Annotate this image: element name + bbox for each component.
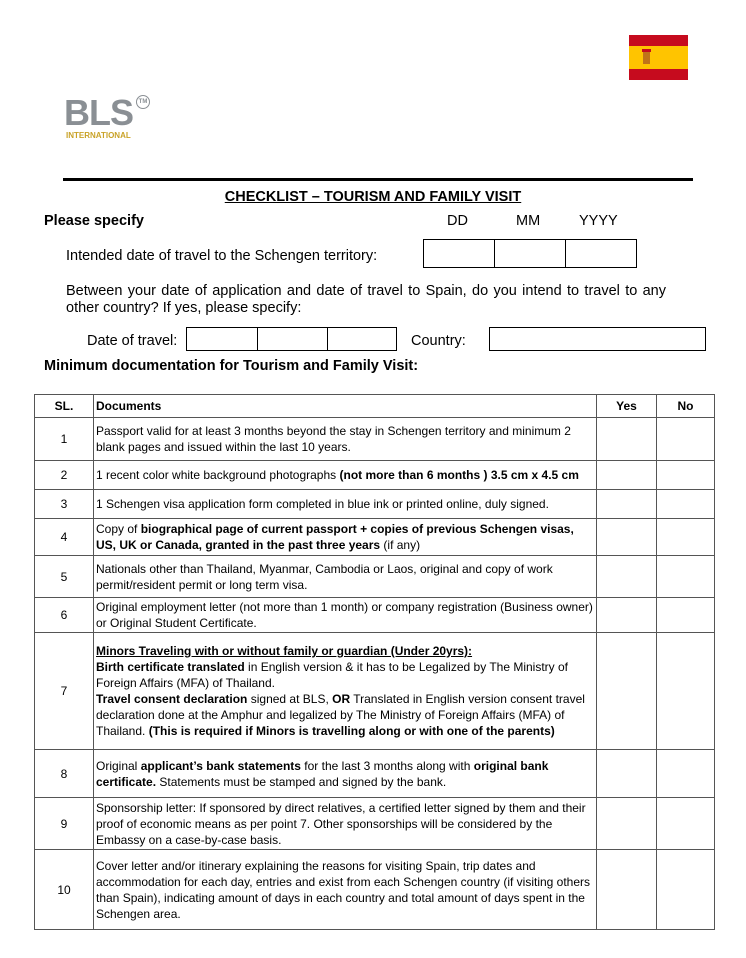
- header-no: No: [657, 395, 715, 418]
- row-number: 3: [35, 490, 94, 519]
- checkbox-yes-cell[interactable]: [597, 519, 657, 556]
- table-row: [35, 798, 715, 850]
- checkbox-no-cell[interactable]: [657, 750, 715, 798]
- document-description: [94, 850, 597, 930]
- document-description: [94, 418, 597, 461]
- checkbox-no-cell[interactable]: [657, 798, 715, 850]
- row-number: 9: [35, 798, 94, 850]
- checkbox-yes-cell[interactable]: [597, 598, 657, 633]
- please-specify-label: Please specify: [44, 213, 144, 229]
- checkbox-yes-cell[interactable]: [597, 490, 657, 519]
- checkbox-no-cell[interactable]: [657, 418, 715, 461]
- intended-date-yyyy[interactable]: [566, 240, 636, 267]
- logo-letters: BLS: [64, 92, 133, 133]
- document-text-part: Statements must be stamped and signed by the bank.: [156, 774, 447, 789]
- document-text-part: Original: [96, 758, 141, 773]
- document-text-part: (not more than 6 months ) 3.5 cm x 4.5 cm: [339, 468, 579, 482]
- table-row: [35, 633, 715, 750]
- row-number: 6: [35, 598, 94, 633]
- table-row: [35, 598, 715, 633]
- document-description: [94, 633, 597, 750]
- table-row: [35, 519, 715, 556]
- table-row: [35, 750, 715, 798]
- document-description: [94, 490, 597, 519]
- date-of-travel-dd[interactable]: [187, 328, 258, 350]
- checkbox-yes-cell[interactable]: [597, 633, 657, 750]
- document-text-part: Copy of: [96, 522, 141, 536]
- document-text-part: (if any): [380, 538, 421, 552]
- document-text-part: Passport valid for at least 3 months beyond the stay in Schengen territory and minimum 2 blank pages and issued within the last 10 years.: [96, 424, 571, 454]
- trademark-icon: TM: [136, 95, 150, 109]
- table-header-row: [35, 395, 715, 418]
- header-yes: Yes: [597, 395, 657, 418]
- date-of-travel-label: Date of travel:: [87, 333, 178, 349]
- checkbox-no-cell[interactable]: [657, 490, 715, 519]
- document-text-part: 1 Schengen visa application form completed in blue ink or printed online, duly signed.: [96, 497, 549, 511]
- checkbox-yes-cell[interactable]: [597, 556, 657, 598]
- checklist-table: [34, 394, 715, 930]
- checkbox-no-cell[interactable]: [657, 598, 715, 633]
- document-description: [94, 598, 597, 633]
- checkbox-yes-cell[interactable]: [597, 461, 657, 490]
- logo-subtitle: INTERNATIONAL: [66, 131, 131, 140]
- checkbox-yes-cell[interactable]: [597, 850, 657, 930]
- table-row: [35, 556, 715, 598]
- table-row: [35, 490, 715, 519]
- country-label: Country:: [411, 333, 466, 349]
- row-number: 7: [35, 633, 94, 750]
- checkbox-no-cell[interactable]: [657, 519, 715, 556]
- document-text-part: for the last 3 months along with: [300, 758, 474, 773]
- document-description: [94, 519, 597, 556]
- document-text-part: Travel consent declaration: [96, 692, 248, 706]
- document-description: [94, 798, 597, 850]
- header-rule: [63, 178, 693, 181]
- date-of-travel-mm[interactable]: [258, 328, 328, 350]
- mm-label: MM: [516, 213, 541, 229]
- travel-other-country-question: Between your date of application and date of travel to Spain, do you intend to travel to any other country? If yes, please specify:: [66, 283, 666, 316]
- checkbox-no-cell[interactable]: [657, 850, 715, 930]
- checkbox-no-cell[interactable]: [657, 633, 715, 750]
- document-text-part: (This is required if Minors is travelling along or with one of the parents): [148, 724, 555, 738]
- document-text-part: Minors Traveling with or without family or guardian (Under 20yrs):: [96, 644, 473, 658]
- document-description: [94, 461, 597, 490]
- header-documents: Documents: [94, 395, 597, 418]
- checkbox-no-cell[interactable]: [657, 461, 715, 490]
- document-text-part: biographical page of current passport + copies of previous Schengen visas, US, UK or Canada, granted in the past three years: [96, 522, 574, 552]
- row-number: 4: [35, 519, 94, 556]
- document-text-part: OR: [332, 692, 351, 706]
- table-row: [35, 418, 715, 461]
- page-title: CHECKLIST – TOURISM AND FAMILY VISIT: [224, 189, 522, 205]
- document-text-part: 1 recent color white background photographs: [96, 468, 340, 482]
- document-text-part: applicant’s bank statements: [140, 758, 301, 773]
- spain-flag-icon: [629, 35, 688, 80]
- date-of-travel-yyyy[interactable]: [328, 328, 396, 350]
- document-text-part: Sponsorship letter: If sponsored by direct relatives, a certified letter signed by them and their proof of economic means as per point 7. Other sponsorships will be considered by the Embassy on a case-by-case basis.: [96, 800, 586, 847]
- checkbox-yes-cell[interactable]: [597, 798, 657, 850]
- document-description: [94, 750, 597, 798]
- intended-date-dd[interactable]: [424, 240, 495, 267]
- intended-date-mm[interactable]: [495, 240, 566, 267]
- document-text-part: Nationals other than Thailand, Myanmar, Cambodia or Laos, original and copy of work permit/resident permit or long term visa.: [96, 561, 553, 592]
- bls-logo: [64, 92, 154, 145]
- yyyy-label: YYYY: [579, 213, 618, 229]
- document-text-part: signed at BLS,: [247, 692, 333, 706]
- document-text-part: in English version & it has to be Legalized by The Ministry of Foreign Affairs (MFA) of Thailand.: [96, 660, 568, 690]
- intended-date-label: Intended date of travel to the Schengen territory:: [66, 248, 378, 264]
- row-number: 2: [35, 461, 94, 490]
- checkbox-yes-cell[interactable]: [597, 750, 657, 798]
- document-description: [94, 556, 597, 598]
- checkbox-no-cell[interactable]: [657, 556, 715, 598]
- table-row: [35, 461, 715, 490]
- document-text-part: Cover letter and/or itinerary explaining the reasons for visiting Spain, trip dates and accommodation for each day, entries and exist from each Schengen country (if visiting others than Spain), indicating amount of days in each country and total amount of days spent in the Schengen area.: [96, 858, 591, 921]
- document-text-part: original bank certificate.: [96, 758, 549, 789]
- header-sl: SL.: [35, 395, 94, 418]
- table-row: [35, 850, 715, 930]
- row-number: 8: [35, 750, 94, 798]
- row-number: 10: [35, 850, 94, 930]
- country-field[interactable]: [489, 327, 706, 351]
- row-number: 1: [35, 418, 94, 461]
- dd-label: DD: [447, 213, 468, 229]
- intended-date-field[interactable]: [423, 239, 637, 268]
- minimum-documentation-heading: Minimum documentation for Tourism and Family Visit:: [44, 358, 419, 374]
- document-text-part: Translated in English version consent travel declaration done at the Amphur and legalized by The Ministry of Foreign Affairs (MFA) of Thailand.: [96, 692, 585, 738]
- date-of-travel-field[interactable]: [186, 327, 397, 351]
- checkbox-yes-cell[interactable]: [597, 418, 657, 461]
- document-text-part: Birth certificate translated: [96, 660, 245, 674]
- row-number: 5: [35, 556, 94, 598]
- document-text-part: Original employment letter (not more than 1 month) or company registration (Business owner) or Original Student Certificate.: [96, 600, 593, 630]
